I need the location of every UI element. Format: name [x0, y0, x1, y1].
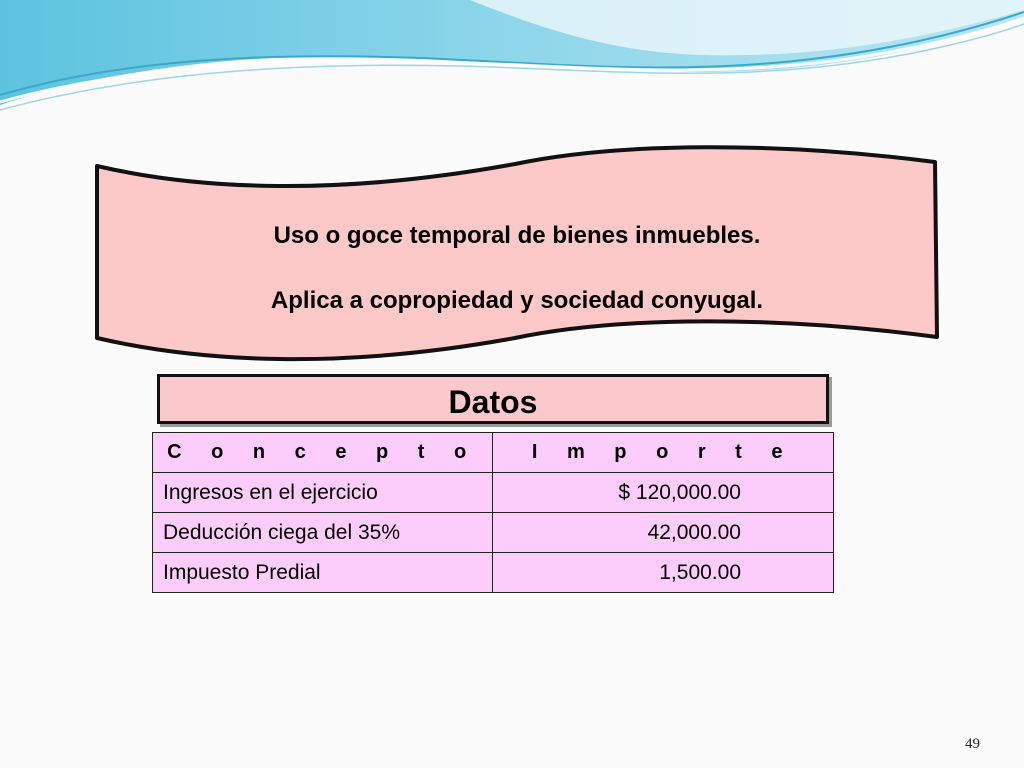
page-number: 49 — [965, 736, 980, 752]
column-header-importe: I m p o r t e — [493, 433, 834, 473]
table-row — [153, 473, 834, 513]
datos-title: Datos — [448, 384, 538, 420]
datos-header-box — [157, 374, 829, 424]
table-cell-concepto: Impuesto Predial — [153, 553, 493, 593]
banner-line-2: Aplica a copropiedad y sociedad conyugal. — [270, 287, 764, 314]
table-cell-importe: 42,000.00 — [493, 513, 834, 553]
table-cell-concepto: Ingresos en el ejercicio — [153, 473, 493, 513]
table-cell-importe: 1,500.00 — [493, 553, 834, 593]
column-header-concepto: C o n c e p t o — [153, 433, 493, 473]
table-header-row — [153, 433, 834, 473]
table-cell-concepto: Deducción ciega del 35% — [153, 513, 493, 553]
wave-banner-shape — [0, 0, 1024, 380]
table-cell-importe: $ 120,000.00 — [493, 473, 834, 513]
banner-line-1: Uso o goce temporal de bienes inmuebles. — [273, 222, 761, 249]
table-row — [153, 553, 834, 593]
data-table — [152, 432, 834, 593]
table-row — [153, 513, 834, 553]
